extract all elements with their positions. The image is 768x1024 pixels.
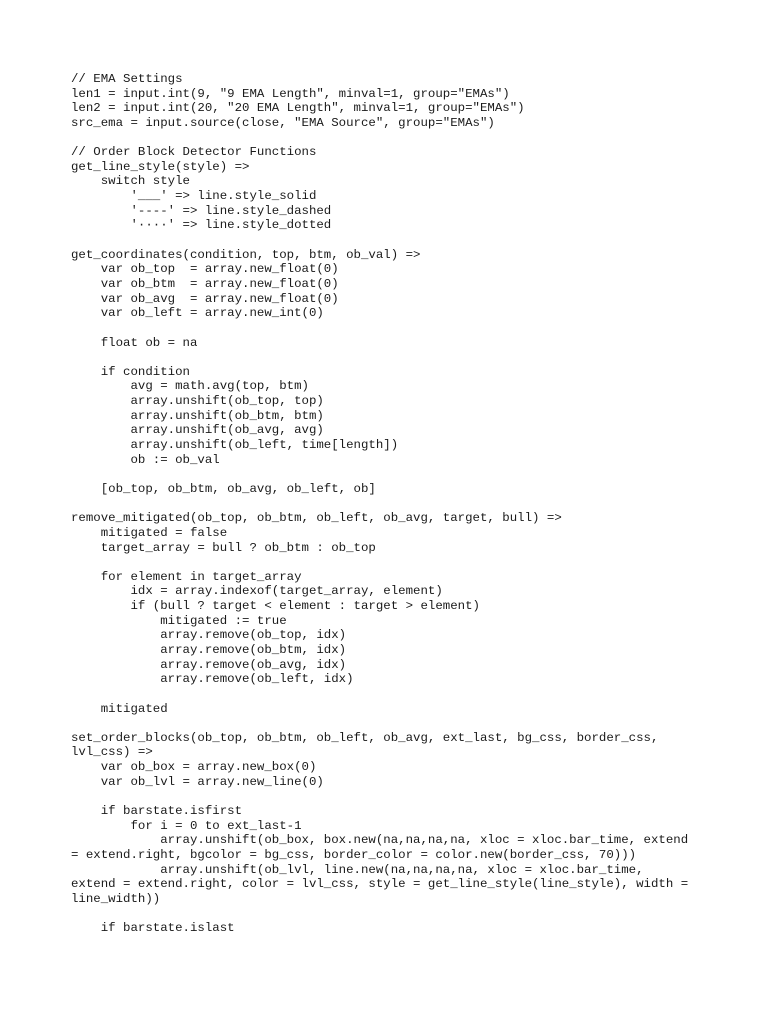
code-line: mitigated [71,701,168,716]
code-line: array.remove(ob_top, idx) [71,628,347,643]
code-line: array.unshift(ob_left, time[length]) [71,438,399,453]
code-line [71,497,711,512]
code-line: '····' => line.style_dotted [71,218,332,233]
code-line [71,131,711,146]
code-line: '___' => line.style_solid [71,189,317,204]
code-line [71,467,711,482]
code-line: get_line_style(style) => [71,159,250,174]
code-line: mitigated = false [71,525,228,540]
code-line [71,233,711,248]
code-line: mitigated := true [71,613,287,628]
code-line [71,687,711,702]
code-line: array.unshift(ob_box, box.new(na,na,na,na, xloc = xloc.bar_time, extend [71,833,689,848]
code-line: var ob_left = array.new_int(0) [71,306,324,321]
code-line: target_array = bull ? ob_btm : ob_top [71,540,376,555]
code-line: float ob = na [71,335,198,350]
code-line: // EMA Settings [71,72,183,86]
code-line: array.unshift(ob_lvl, line.new(na,na,na,na, xloc = xloc.bar_time, [71,862,644,877]
code-line: = extend.right, bgcolor = bg_css, border_color = color.new(border_css, 70))) [71,847,637,862]
code-line: get_coordinates(condition, top, btm, ob_val) => [71,247,421,262]
code-line: [ob_top, ob_btm, ob_avg, ob_left, ob] [71,481,376,496]
code-line: var ob_box = array.new_box(0) [71,760,317,775]
code-line: var ob_avg = array.new_float(0) [71,291,339,306]
code-line: array.unshift(ob_btm, btm) [71,408,324,423]
code-line: lvl_css) => [71,745,153,760]
code-line [71,321,711,336]
code-listing [71,72,711,936]
code-line: var ob_btm = array.new_float(0) [71,276,339,291]
code-line: var ob_top = array.new_float(0) [71,262,339,277]
code-line: idx = array.indexof(target_array, element) [71,584,443,599]
code-line: line_width)) [71,891,161,906]
code-line: array.unshift(ob_avg, avg) [71,423,324,438]
code-line: for element in target_array [71,569,302,584]
code-line [71,907,711,922]
code-line: set_order_blocks(ob_top, ob_btm, ob_left, ob_avg, ext_last, bg_css, border_css, [71,730,659,745]
code-line: remove_mitigated(ob_top, ob_btm, ob_left, ob_avg, target, bull) => [71,511,562,526]
code-line: ob := ob_val [71,452,220,467]
code-line: src_ema = input.source(close, "EMA Source", group="EMAs") [71,115,495,130]
code-line: if barstate.islast [71,921,235,936]
code-line [71,350,711,365]
code-line: switch style [71,174,190,189]
code-line: if condition [71,364,190,379]
code-line: if (bull ? target < element : target > element) [71,599,480,614]
code-line: avg = math.avg(top, btm) [71,379,309,394]
code-line: len1 = input.int(9, "9 EMA Length", minval=1, group="EMAs") [71,86,510,101]
code-line: array.remove(ob_avg, idx) [71,657,347,672]
code-line [71,789,711,804]
code-line: extend = extend.right, color = lvl_css, style = get_line_style(line_style), width = [71,877,689,892]
code-line: array.unshift(ob_top, top) [71,394,324,409]
code-line: if barstate.isfirst [71,804,243,819]
code-line [71,716,711,731]
code-line [71,555,711,570]
code-line: for i = 0 to ext_last-1 [71,818,302,833]
code-line: array.remove(ob_left, idx) [71,672,354,687]
code-line: '----' => line.style_dashed [71,203,332,218]
code-line: array.remove(ob_btm, idx) [71,642,347,657]
code-line: var ob_lvl = array.new_line(0) [71,774,324,789]
code-line: // Order Block Detector Functions [71,145,317,160]
code-line: len2 = input.int(20, "20 EMA Length", minval=1, group="EMAs") [71,101,525,116]
